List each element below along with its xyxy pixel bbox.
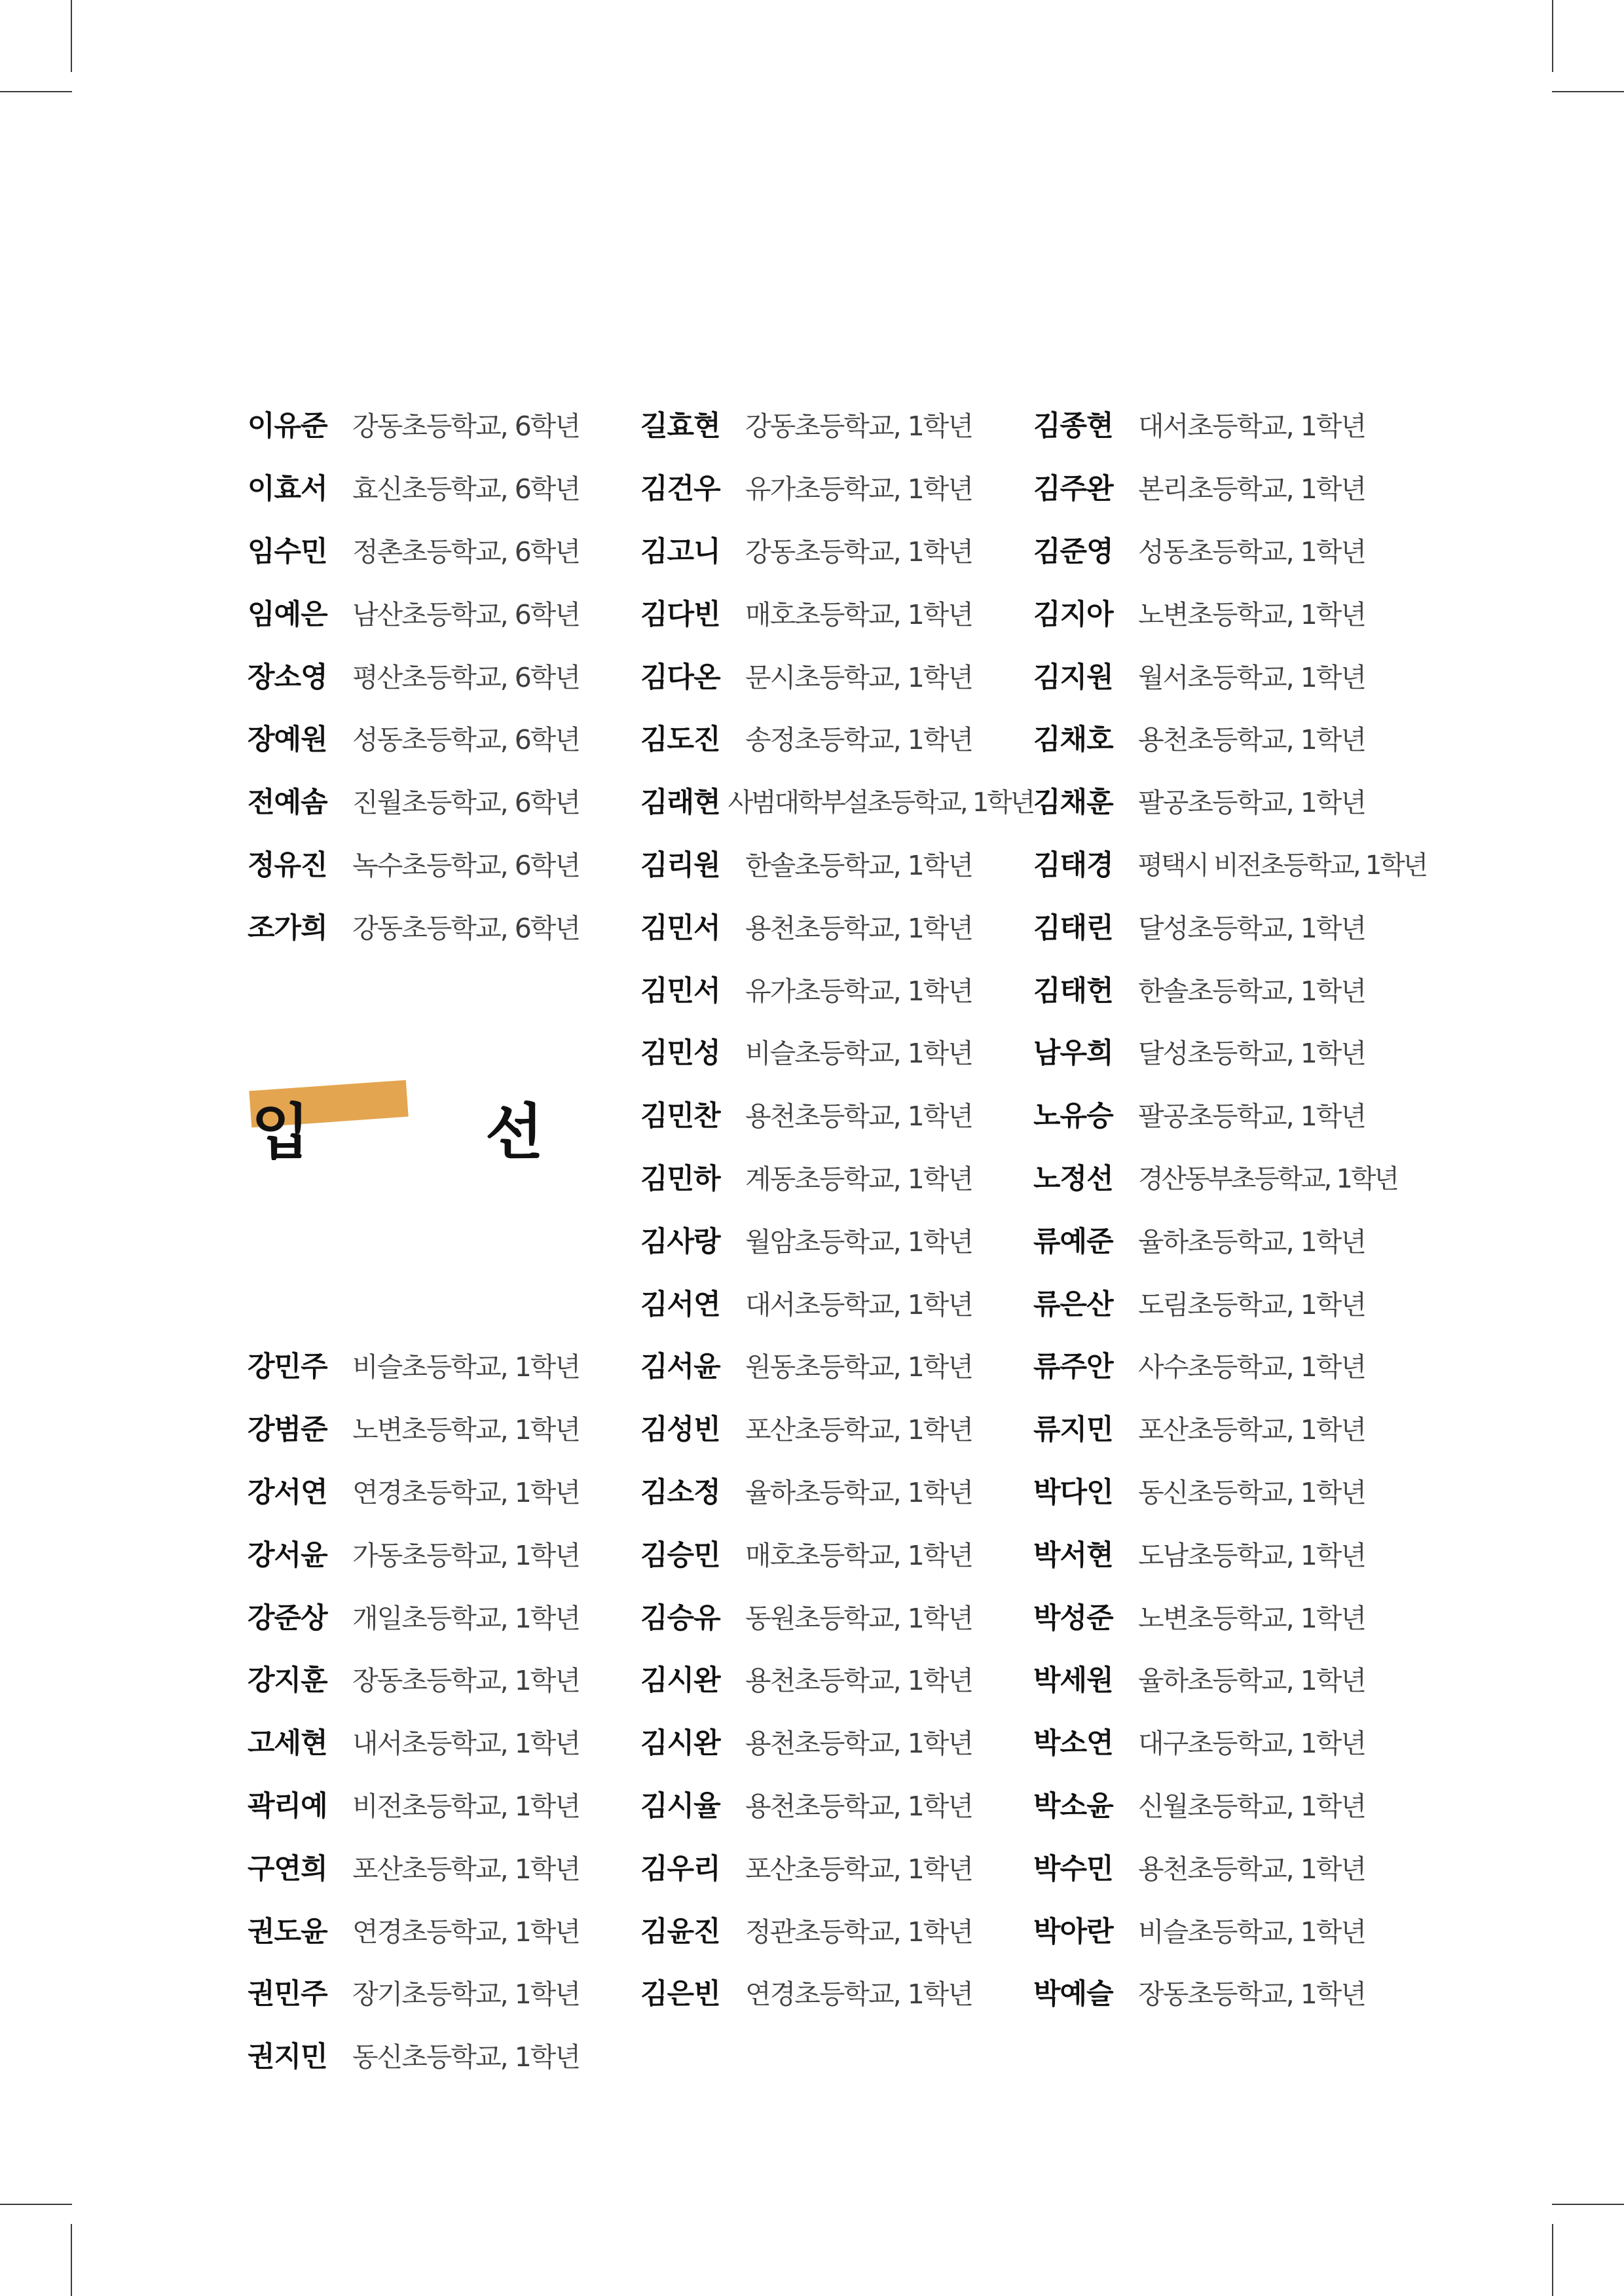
list-item [248, 1773, 640, 1836]
crop-mark [71, 2224, 72, 2296]
list-item [248, 1898, 640, 1961]
list-item [640, 957, 1033, 1020]
student-name: 김민하 [640, 1162, 720, 1195]
list-item [248, 581, 640, 644]
student-name: 김사랑 [640, 1225, 720, 1258]
list-item [640, 832, 1033, 895]
school-grade: 문시초등학교, 1학년 [745, 661, 972, 693]
school-grade: 도림초등학교, 1학년 [1138, 1288, 1365, 1321]
student-name: 김채호 [1033, 723, 1113, 757]
school-grade: 율하초등학교, 1학년 [1138, 1665, 1365, 1697]
student-name: 김도진 [640, 723, 720, 757]
school-grade: 진월초등학교, 6학년 [352, 787, 580, 819]
list-item [1033, 1522, 1426, 1584]
list-item [640, 644, 1033, 706]
list-item [248, 1961, 640, 2024]
list-item [248, 1459, 640, 1522]
student-name: 김승민 [640, 1539, 720, 1572]
school-grade: 용천초등학교, 1학년 [745, 1665, 972, 1697]
list-item [640, 1773, 1033, 1836]
school-grade: 장동초등학교, 1학년 [1138, 1978, 1365, 2011]
student-name: 김은빈 [640, 1978, 720, 2011]
school-grade: 남산초등학교, 6학년 [352, 598, 580, 630]
list-item [248, 1334, 640, 1396]
student-name: 김민찬 [640, 1100, 720, 1133]
school-grade: 용천초등학교, 1학년 [1138, 1853, 1365, 1885]
list-item [248, 393, 640, 456]
student-name: 권지민 [248, 2041, 327, 2074]
student-name: 박세원 [1033, 1664, 1113, 1698]
school-grade: 유가초등학교, 1학년 [745, 975, 972, 1007]
list-item [640, 1710, 1033, 1773]
list-item [1033, 581, 1426, 644]
list-item [640, 1647, 1033, 1710]
school-grade: 대구초등학교, 1학년 [1138, 1728, 1365, 1760]
school-grade: 녹수초등학교, 6학년 [352, 849, 580, 881]
school-grade: 팔공초등학교, 1학년 [1138, 787, 1365, 819]
student-name: 김서연 [640, 1288, 720, 1321]
school-grade: 가동초등학교, 1학년 [352, 1539, 580, 1571]
school-grade: 연경초등학교, 1학년 [745, 1978, 972, 2011]
school-grade: 연경초등학교, 1학년 [352, 1476, 580, 1508]
list-item [1033, 1584, 1426, 1647]
list-item [640, 1459, 1033, 1522]
student-name: 강서윤 [248, 1539, 327, 1572]
school-grade: 매호초등학교, 1학년 [745, 1539, 972, 1571]
school-grade: 용천초등학교, 1학년 [745, 1101, 972, 1133]
student-name: 김성빈 [640, 1413, 720, 1447]
student-name: 김지아 [1033, 598, 1113, 631]
school-grade: 월암초등학교, 1학년 [745, 1226, 972, 1258]
student-name: 김준영 [1033, 535, 1113, 568]
list-item [248, 1522, 640, 1584]
list-item [248, 769, 640, 832]
school-grade: 연경초등학교, 1학년 [352, 1916, 580, 1948]
school-grade: 포산초등학교, 1학년 [745, 1853, 972, 1885]
student-name: 김주완 [1033, 473, 1113, 506]
student-name: 류지민 [1033, 1413, 1113, 1447]
student-name: 길효현 [640, 410, 720, 443]
student-name: 김시완 [640, 1727, 720, 1760]
list-item [1033, 393, 1426, 456]
list-item [640, 1522, 1033, 1584]
list-item [1033, 957, 1426, 1020]
student-name: 김우리 [640, 1852, 720, 1886]
student-name: 임예은 [248, 598, 327, 631]
list-item [1033, 894, 1426, 957]
student-name: 류주안 [1033, 1351, 1113, 1384]
student-name: 김시완 [640, 1664, 720, 1698]
student-name: 박성준 [1033, 1601, 1113, 1635]
school-grade: 강동초등학교, 1학년 [745, 410, 972, 443]
list-item [640, 1396, 1033, 1459]
list-item [640, 706, 1033, 769]
list-item [1033, 644, 1426, 706]
list-item [1033, 519, 1426, 581]
list-item [1033, 832, 1426, 895]
student-name: 김시율 [640, 1789, 720, 1823]
student-name: 김지원 [1033, 661, 1113, 694]
list-item [248, 832, 640, 895]
student-name: 권도윤 [248, 1915, 327, 1948]
school-grade: 성동초등학교, 6학년 [352, 724, 580, 756]
school-grade: 도남초등학교, 1학년 [1138, 1539, 1365, 1571]
school-grade: 한솔초등학교, 1학년 [1138, 975, 1365, 1007]
list-item [1033, 1710, 1426, 1773]
column-2 [640, 393, 1033, 2024]
school-grade: 율하초등학교, 1학년 [1138, 1226, 1365, 1258]
student-name: 장예원 [248, 723, 327, 757]
school-grade: 동신초등학교, 1학년 [352, 2041, 580, 2073]
school-grade: 율하초등학교, 1학년 [745, 1476, 972, 1508]
school-grade: 대서초등학교, 1학년 [1138, 410, 1365, 443]
school-grade: 원동초등학교, 1학년 [745, 1351, 972, 1383]
school-grade: 한솔초등학교, 1학년 [745, 849, 972, 881]
student-name: 강지훈 [248, 1664, 327, 1698]
crop-mark [1552, 2224, 1553, 2296]
school-grade: 유가초등학교, 1학년 [745, 473, 972, 505]
school-grade: 동원초등학교, 1학년 [745, 1602, 972, 1634]
student-name: 김민서 [640, 911, 720, 945]
school-grade: 비전초등학교, 1학년 [352, 1790, 580, 1822]
list-item [640, 894, 1033, 957]
student-name: 권민주 [248, 1978, 327, 2011]
list-item [1033, 1083, 1426, 1146]
list-item [248, 894, 640, 957]
student-name: 김래현 [640, 786, 720, 820]
school-grade: 달성초등학교, 1학년 [1138, 912, 1365, 944]
student-name: 정유진 [248, 848, 327, 882]
list-item [1033, 1459, 1426, 1522]
school-grade: 장기초등학교, 1학년 [352, 1978, 580, 2011]
student-name: 김태헌 [1033, 974, 1113, 1008]
school-grade: 월서초등학교, 1학년 [1138, 661, 1365, 693]
student-name: 박수민 [1033, 1852, 1113, 1886]
student-name: 박예슬 [1033, 1978, 1113, 2011]
list-item [1033, 706, 1426, 769]
school-grade: 효신초등학교, 6학년 [352, 473, 580, 505]
list-item [1033, 1208, 1426, 1271]
student-name: 김승유 [640, 1601, 720, 1635]
student-name: 박아란 [1033, 1915, 1113, 1948]
list-item [640, 1271, 1033, 1334]
list-item [248, 644, 640, 706]
student-name: 류예준 [1033, 1225, 1113, 1258]
student-name: 김다온 [640, 661, 720, 694]
list-item [640, 519, 1033, 581]
section-heading [248, 1074, 621, 1172]
school-grade: 매호초등학교, 1학년 [745, 598, 972, 630]
list-item [640, 581, 1033, 644]
list-item [640, 769, 1033, 832]
school-grade: 정관초등학교, 1학년 [745, 1916, 972, 1948]
student-name: 김소정 [640, 1476, 720, 1509]
school-grade: 정촌초등학교, 6학년 [352, 536, 580, 568]
school-grade: 본리초등학교, 1학년 [1138, 473, 1365, 505]
student-name: 이효서 [248, 473, 327, 506]
list-item [640, 1961, 1033, 2024]
school-grade: 포산초등학교, 1학년 [352, 1853, 580, 1885]
school-grade: 사수초등학교, 1학년 [1138, 1351, 1365, 1383]
crop-mark [0, 91, 72, 92]
school-grade: 경산동부초등학교, 1학년 [1138, 1163, 1397, 1194]
student-name: 김건우 [640, 473, 720, 506]
crop-mark [1552, 2204, 1624, 2205]
crop-mark [1552, 0, 1553, 72]
school-grade: 송정초등학교, 1학년 [745, 724, 972, 756]
student-name: 김채훈 [1033, 786, 1113, 820]
list-item [640, 1083, 1033, 1146]
school-grade: 용천초등학교, 1학년 [745, 1790, 972, 1822]
crop-mark [1552, 91, 1624, 92]
list-item [248, 1647, 640, 1710]
school-grade: 용천초등학교, 1학년 [1138, 724, 1365, 756]
student-name: 박다인 [1033, 1476, 1113, 1509]
student-name: 강범준 [248, 1413, 327, 1447]
student-name: 곽리예 [248, 1789, 327, 1823]
school-grade: 노변초등학교, 1학년 [1138, 598, 1365, 630]
school-grade: 비슬초등학교, 1학년 [1138, 1916, 1365, 1948]
list-item [1033, 1146, 1426, 1209]
student-name: 고세현 [248, 1727, 327, 1760]
school-grade: 개일초등학교, 1학년 [352, 1602, 580, 1634]
school-grade: 달성초등학교, 1학년 [1138, 1038, 1365, 1070]
school-grade: 노변초등학교, 1학년 [352, 1414, 580, 1446]
school-grade: 동신초등학교, 1학년 [1138, 1476, 1365, 1508]
list-item [640, 1146, 1033, 1209]
list-item [248, 706, 640, 769]
student-name: 박소윤 [1033, 1789, 1113, 1823]
list-item [640, 1584, 1033, 1647]
student-name: 임수민 [248, 535, 327, 568]
school-grade: 비슬초등학교, 1학년 [352, 1351, 580, 1383]
list-item [640, 393, 1033, 456]
school-grade: 대서초등학교, 1학년 [745, 1288, 972, 1321]
list-item [1033, 769, 1426, 832]
student-name: 노유승 [1033, 1100, 1113, 1133]
school-grade: 평산초등학교, 6학년 [352, 661, 580, 693]
school-grade: 장동초등학교, 1학년 [352, 1665, 580, 1697]
crop-mark [71, 0, 72, 72]
list-item [1033, 1961, 1426, 2024]
list-item [640, 1020, 1033, 1083]
school-grade: 팔공초등학교, 1학년 [1138, 1101, 1365, 1133]
student-name: 박서현 [1033, 1539, 1113, 1572]
school-grade: 내서초등학교, 1학년 [352, 1728, 580, 1760]
student-name: 강민주 [248, 1351, 327, 1384]
school-grade: 비슬초등학교, 1학년 [745, 1038, 972, 1070]
list-item [1033, 456, 1426, 519]
school-grade: 노변초등학교, 1학년 [1138, 1602, 1365, 1634]
student-name: 김윤진 [640, 1915, 720, 1948]
list-item [640, 1208, 1033, 1271]
list-item [248, 2024, 640, 2086]
school-grade: 사범대학부설초등학교, 1학년 [728, 788, 1033, 818]
list-item [1033, 1396, 1426, 1459]
list-item [1033, 1898, 1426, 1961]
student-name: 김태경 [1033, 848, 1113, 882]
student-name: 박소연 [1033, 1727, 1113, 1760]
student-name: 김종현 [1033, 410, 1113, 443]
student-name: 장소영 [248, 661, 327, 694]
student-name: 이유준 [248, 410, 327, 443]
student-name: 김고니 [640, 535, 720, 568]
list-item [1033, 1773, 1426, 1836]
list-item [640, 1898, 1033, 1961]
list-item [640, 1835, 1033, 1898]
column-1 [248, 393, 640, 2086]
list-item [248, 1835, 640, 1898]
student-name: 김민성 [640, 1037, 720, 1070]
student-name: 남우희 [1033, 1037, 1113, 1070]
student-name: 김태린 [1033, 911, 1113, 945]
school-grade: 신월초등학교, 1학년 [1138, 1790, 1365, 1822]
school-grade: 평택시 비전초등학교, 1학년 [1137, 850, 1426, 881]
student-name: 전예솜 [248, 786, 327, 820]
heading-text: 입 선 [251, 1097, 621, 1167]
list-item [248, 1710, 640, 1773]
student-name: 류은산 [1033, 1288, 1113, 1321]
list-item [248, 1396, 640, 1459]
column-3 [1033, 393, 1426, 2024]
school-grade: 포산초등학교, 1학년 [1138, 1414, 1365, 1446]
student-name: 강서연 [248, 1476, 327, 1509]
list-item [1033, 1835, 1426, 1898]
school-grade: 포산초등학교, 1학년 [745, 1414, 972, 1446]
student-name: 강준상 [248, 1601, 327, 1635]
student-name: 구연희 [248, 1852, 327, 1886]
list-item [1033, 1647, 1426, 1710]
school-grade: 강동초등학교, 6학년 [352, 912, 580, 944]
school-grade: 계동초등학교, 1학년 [745, 1163, 972, 1195]
list-item [248, 519, 640, 581]
list-item [1033, 1020, 1426, 1083]
school-grade: 성동초등학교, 1학년 [1138, 536, 1365, 568]
list-item [640, 1334, 1033, 1396]
school-grade: 강동초등학교, 1학년 [745, 536, 972, 568]
student-name: 김서윤 [640, 1351, 720, 1384]
school-grade: 용천초등학교, 1학년 [745, 1728, 972, 1760]
list-item [640, 456, 1033, 519]
student-name: 노정선 [1033, 1162, 1113, 1195]
list-item [248, 1584, 640, 1647]
student-name: 김다빈 [640, 598, 720, 631]
crop-mark [0, 2204, 72, 2205]
school-grade: 용천초등학교, 1학년 [745, 912, 972, 944]
student-name: 조가희 [248, 911, 327, 945]
list-item [248, 456, 640, 519]
list-item [1033, 1334, 1426, 1396]
student-name: 김민서 [640, 974, 720, 1008]
list-item [1033, 1271, 1426, 1334]
school-grade: 강동초등학교, 6학년 [352, 410, 580, 443]
student-name: 김리원 [640, 848, 720, 882]
